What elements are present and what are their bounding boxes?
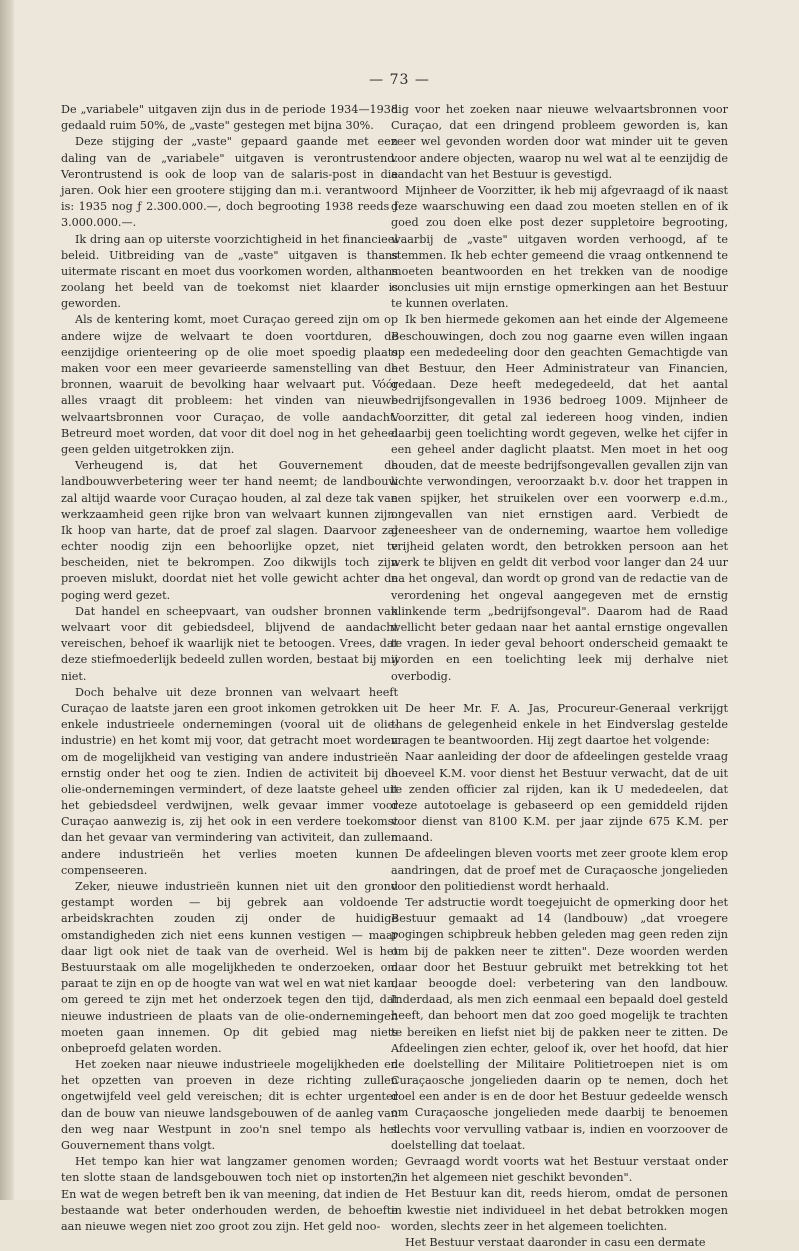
paragraph: Het Bestuur verstaat daaronder in casu een dermate — [405, 1235, 706, 1249]
paragraph: Het zoeken naar nieuwe industrieele mogelijkheden en het opzetten van proeven in deze richting zullen ongetwijfeld veel geld vereischen; dit is echter urgenter dan de bouw van nieuwe landsgebouwen of de aanleg van den weg naar Westpunt in zoo'n snel tempo als het Gouvernement thans volgt. — [61, 1058, 398, 1152]
paragraph: Als de kentering komt, moet Curaçao gereed zijn om op andere wijze de welvaart te doen voortduren, de eenzijdige orienteering op de olie moet spoedig plaats maken voor een meer gevarieerde samenstelling van de bronnen, waaruit de bevolking haar welvaart put. Vóór alles vraagt dit probleem: het vinden van nieuwe welvaartsbronnen voor Curaçao, de volle aandacht. Betreurd moet worden, dat voor dit doel nog in het geheel geen gelden uitgetrokken zijn. — [61, 313, 398, 456]
paragraph: Het Bestuur kan dit, reeds hierom, omdat de personen in kwestie niet individueel in het debat betrokken mogen worden, slechts zeer in het algemeen toelichten. — [391, 1187, 728, 1233]
paragraph: Ter adstructie wordt toegejuicht de opmerking door het Bestuur gemaakt ad 14 (landbouw) „dat vroegere pogingen schipbreuk hebben geleden mag geen reden zijn om bij de pakken neer te zitten". Deze woorden werden daar door het Bestuur gebruikt met betrekking tot het daar beoogde doel: verbetering van den landbouw. Inderdaad, als men zich eenmaal een bepaald doel gesteld heeft, dan behoort men dat zoo goed mogelijk te trachten te bereiken en liefst niet bij de pakken neer te zitten. De Afdeelingen zien echter, geloof ik, over het hoofd, dat hier de doelstelling der Militaire Politietroepen niet is om Curaçaosche jongelieden daarin op te nemen, doch het doel een ander is en de door het Bestuur gedeelde wensch om Curaçaosche jongelieden mede daarbij te benoemen slechts voor vervulling vatbaar is, indien en voorzoover de doelstelling dat toelaat. — [391, 896, 728, 1152]
paragraph: Doch behalve uit deze bronnen van welvaart heeft Curaçao de laatste jaren een groot inkomen getrokken uit enkele industrieele ondernemingen (vooral uit de olie-industrie) en het komt mij voor, dat getracht moet worden om de mogelijkheid van vestiging van andere industrieën ernstig onder het oog te zien. Indien de activiteit bij de olie-ondernemingen vermindert, of deze laatste geheel uit het gebiedsdeel verdwijnen, welk gevaar immer voor Curaçao aanwezig is, zij het ook in een verdere toekomst dan het gevaar van vermindering van activiteit, dan zullen andere industrieën het verlies moeten kunnen compenseeren. — [61, 685, 398, 877]
paragraph: Ik ben hiermede gekomen aan het einde der Algemeene Beschouwingen, doch zou nog gaarne even willen ingaan op een mededeeling door den geachten Gemachtigde van het Bestuur, den Heer Administrateur van Financien, gedaan. Deze heeft medegedeeld, dat het aantal bedrijfsongevallen in 1936 bedroeg 1009. Mijnheer de Voorzitter, dit getal zal iedereen hoog vinden, indien daarbij geen toelichting wordt gegeven, welke het cijfer in een geheel ander daglicht plaatst. Men moet in het oog houden, dat de meeste bedrijfsongevallen gevallen zijn van lichte verwondingen, veroorzaakt b.v. door het trappen in een spijker, het struikelen over een voorwerp e.d.m., ongevallen van niet ernstigen aard. Verbiedt de geneesheer van de onderneming, waartoe hem volledige vrijheid gelaten wordt, den betrokken persoon aan het werk te blijven en geldt dit verbod voor langer dan 24 uur na het ongeval, dan wordt op grond van de redactie van de verordening het ongeval aangegeven met de ernstig klinkende term „bedrijfsongeval". Daarom had de Raad wellicht beter gedaan naar het aantal ernstige ongevallen te vragen. In ieder geval behoort onderscheid gemaakt te worden en een toelichting leek mij derhalve niet overbodig. — [391, 313, 728, 683]
paragraph: Naar aanleiding der door de afdeelingen gestelde vraag hoeveel K.M. voor dienst het Bestuur verwacht, dat de uit te zenden officier zal rijden, kan ik U mededeelen, dat deze autotoelage is gebaseerd op een gemiddeld rijden voor dienst van 8100 K.M. per jaar zijnde 675 K.M. per maand. — [391, 750, 728, 845]
paragraph: Verheugend is, dat het Gouvernement de landbouwverbetering weer ter hand neemt; de landbouw zal altijd waarde voor Curaçao houden, al zal deze tak van werkzaamheid geen rijke bron van welvaart kunnen zijn. Ik hoop van harte, dat de proef zal slagen. Daarvoor zal echter noodig zijn een behoorlijke opzet, niet te bescheiden, niet te bekrompen. Zoo dikwijls toch zijn proeven mislukt, doordat niet het volle gewicht achter de poging werd gezet. — [61, 459, 398, 602]
paragraph: De „variabele" uitgaven zijn dus in de periode 1934—1938 gedaald ruim 50%, de „vaste" gestegen met bijna 30%. — [61, 103, 398, 133]
page-number: — 73 — — [369, 72, 430, 88]
paragraph: Deze stijging der „vaste" gepaard gaande met een daling van de „variabele" uitgaven is verontrustend. Verontrustend is ook de loop van de salaris-post in die jaren. Ook hier een grootere stijging dan m.i. verantwoord is: 1935 nog ƒ 2.300.000.—, doch begrooting 1938 reeds ƒ 3.000.000.—. — [61, 135, 398, 230]
paragraph: Zeker, nieuwe industrieën kunnen niet uit den grond gestampt worden — bij gebrek aan voldoende arbeidskrachten zouden zij onder de huidige omstandigheden zich niet eens kunnen vestigen — maar daar ligt ook niet de taak van de overheid. Wel is het Bestuurstaak om alle mogelijkheden te onderzoeken, om paraat te zijn en op de hoogte van wat wel en wat niet kan, om gereed te zijn met het onderzoek tegen den tijd, dat nieuwe industrieen de plaats van de olie-ondernemingen moeten gaan innemen. Op dit gebied mag niets onbeproefd gelaten worden. — [61, 880, 398, 1055]
paragraph: De afdeelingen bleven voorts met zeer groote klem erop aandringen, dat de proef met de Curaçaosche jongelieden voor den politiedienst wordt herhaald. — [391, 847, 728, 893]
paragraph-speaker: De heer Mr. F. A. Jas, Procureur-Generaal verkrijgt thans de gelegenheid enkele in het Eindverslag gestelde vragen te beantwoorden. Hij zegt daartoe het volgende: — [391, 701, 728, 748]
paragraph: dig voor het zoeken naar nieuwe welvaartsbronnen voor Curaçao, dat een dringend probleem geworden is, kan zeer wel gevonden worden door wat minder uit te geven voor andere objecten, waarop nu wel wat al te eenzijdig de aandacht van het Bestuur is gevestigd. — [391, 103, 728, 181]
paragraph: Gevraagd wordt voorts wat het Bestuur verstaat onder „in het algemeen niet geschikt bevonden". — [391, 1155, 728, 1185]
left-column — [61, 102, 398, 1235]
paragraph: Mijnheer de Voorzitter, ik heb mij afgevraagd of ik naast deze waarschuwing een daad zou moeten stellen en of ik goed zou doen elke post dezer suppletoire begrooting, waarbij de „vaste" uitgaven worden verhoogd, af te stemmen. Ik heb echter gemeend die vraag ontkennend te moeten beantwoorden en het trekken van de noodige conclusies uit mijn ernstige opmerkingen aan het Bestuur te kunnen overlaten. — [391, 183, 728, 311]
paragraph: Het tempo kan hier wat langzamer genomen worden; ten slotte staan de landsgebouwen toch niet op instorten? En wat de wegen betreft ben ik van meening, dat indien de bestaande wat beter onderhouden werden, de behoefte aan nieuwe wegen niet zoo groot zou zijn. Het geld noo- — [61, 1155, 398, 1233]
page-fold-shadow — [0, 0, 14, 1200]
paragraph: Ik dring aan op uiterste voorzichtigheid in het financieel beleid. Uitbreiding van de „vaste" uitgaven is thans uitermate riscant en moet dus voorkomen worden, althans zoolang het beeld van de toekomst niet klaarder is geworden. — [61, 232, 398, 311]
paragraph: Dat handel en scheepvaart, van oudsher bronnen van welvaart voor dit gebiedsdeel, blijvend de aandacht vereischen, behoef ik waarlijk niet te betoogen. Vrees, dat deze stiefmoederlijk bedeeld zullen worden, bestaat bij mij niet. — [61, 604, 398, 683]
right-column — [391, 102, 728, 1251]
